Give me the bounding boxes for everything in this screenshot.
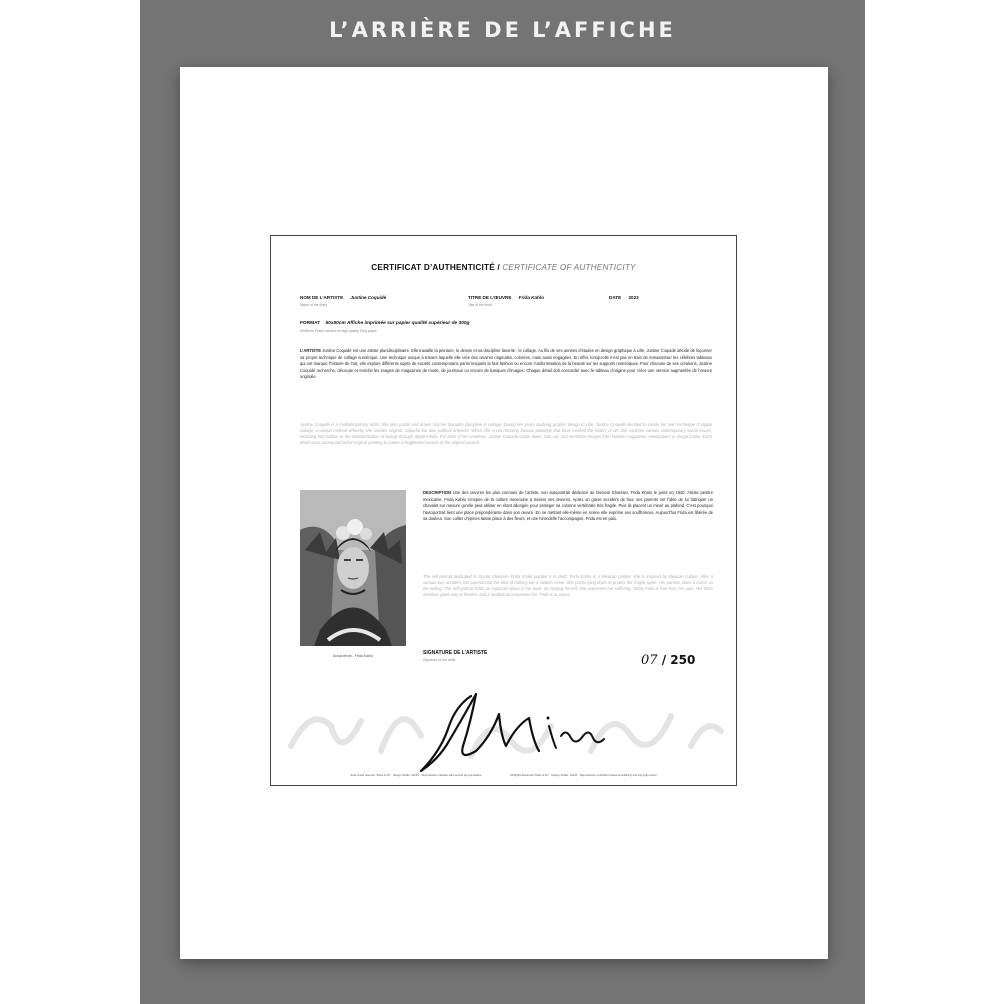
description-en: The self-portrait dedicated to Doctor Eloesser. Frida Khalo painted it in 1940. Frida Kahlo is a Mexican painter, she is inspired by Mexican culture. After a serious bus accident, her parents had the idea of making her a custom easel. She paints lying down to protect her fragile spine. Her parents place a mirror on the ceiling. The self-portrait holds an important place in her work. By staging herself, she expresses her suffering. Today Frida is free from her pain. Her thorn necklace gives way to flowers, and a swallow accompanies her. Frida is at peace. [423,574,713,598]
artist-name-row [300,295,386,300]
artist-bio-label: L’ARTISTE [300,348,321,353]
date-label: DATE [609,295,622,300]
certificate-title [271,263,736,272]
edition-total: / 250 [661,653,696,667]
date-value: 2023 [628,295,639,300]
gray-frame [140,0,865,1004]
signature-sub: Signature of the artist [423,658,456,662]
artist-bio-en: Justine Coquidé is a multidisciplinary artist. She also paints and draws, but her favourite discipline is collage. During her years studying graphic design in Lille, Justine Coquidé decided to create her own technique of digital collage; a unique method whereby she creates original, colourful but also political artworks. When she is not remixing famous paintings that have marked the history of art, she explores various contemporary social issues, including fast fashion or the standardisation of beauty through digital media. For each of her creations, Justine Coquidé tracks down, cuts out, and enhances images from fashion magazines, newspapers or image banks. Each detail must correspond to the original painting to create a heightened version of the original artwork. [300,422,712,446]
title-separator: / [497,263,500,272]
edition-current: 07 [641,653,658,668]
work-title-label: TITRE DE L’ŒUVRE [468,295,512,300]
title-en: CERTIFICATE OF AUTHENTICITY [502,263,636,272]
portrait-image [300,490,406,646]
signature-label: SIGNATURE DE L’ARTISTE [423,650,488,656]
work-title-row [468,295,544,300]
frida-portrait-illustration [300,490,406,646]
artist-name-sub: Name of the Artist [300,303,327,307]
footer-left: Toute droits réservés "Paris is Art" · Design Studio, 2023® · Reproduction interdite sans accord du propriétaire [350,774,482,777]
artist-name-value: Justine Coquidé [350,295,387,300]
footer-right: All Rights Reserved "Paris is Art" · Design Studio, 2023® · Reproduction prohibited unless permitted by the copyright owner [509,774,657,777]
page-banner: L’ARRIÈRE DE L’AFFICHE [329,18,676,42]
artist-name-label: NOM DE L’ARTISTE [300,295,344,300]
certificate-card [270,235,737,786]
certificate-footer [271,774,736,777]
format-sub: 50x50cm Poster printed on high quality 300g paper [300,329,377,333]
artist-signature-image [271,666,736,781]
work-title-value: Frida Kahlo [518,295,544,300]
poster-back-sheet [180,67,828,959]
title-fr: CERTIFICAT D’AUTHENTICITÉ [371,263,495,272]
description-label: DESCRIPTION [423,490,451,495]
format-label: FORMAT [300,321,321,326]
format-value: 50x50cm Affiche imprimée sur papier qualité supérieur de 300g [325,321,470,326]
work-title-sub: Title of the work [468,303,492,307]
artist-bio-text: Justine Coquidé est une artiste pluridisciplinaire. Elle travaille la peinture, le dessin et sa discipline favorite : le collage. Au fils de ses années d’études en design graphique à Lille, Justine Coquidé décide de façonner sa propre technique de collage numérique. Une technique unique à travers laquelle elle crée des œuvres originales, colorées, mais aussi engagées. En effet, lorsqu’elle n’est pas en train de remasteriser les célèbres tableaux qui ont marqué l’histoire de l’art, elle explore différents sujets de société contemporains parmi lesquels la fast fashion ou encore l’uniformisation de la beauté sur les supports numériques. Pour chacune de ses créations, Justine Coquidé recherche, découpe et enrichit les images de magazines de mode, de journaux ou encore de banques d’images. Chaque détail doit concorder avec le tableau d’origine pour créer une version augmentée de l’œuvre originale. [300,348,712,380]
format-row [300,321,469,326]
description [423,490,713,523]
description-text: Une des œuvres les plus connues de l’artiste, son autoportrait dédicacé au Docteur Eloesser, Frida Khalo le peint en 1940. Artiste peintre mexicaine, Frida Kahlo s’inspire de la culture mexicaine à travers ses œuvres. Après un grave accident de bus, ses parents ont l’idée de lui fabriquer un chevalet sur mesure qu’elle peut utiliser en étant allongée pour protéger sa colonne vertébrale très fragile. Puis ils placent un miroir au plafond. C’est pourquoi l’autoportrait tient une place prépondérante dans son œuvre. En se mettant elle-même en scène elle exprime ses souffrances. Aujourd’hui Frida est libérée de sa douleur. Son collier d’épines laisse place à des fleurs, et une hirondelle l’accompagne, Frida est en paix. [423,490,713,522]
portrait-caption: Autoportrait - Frida Kahlo [332,654,374,658]
artist-bio [300,348,712,381]
date-row [609,295,639,300]
